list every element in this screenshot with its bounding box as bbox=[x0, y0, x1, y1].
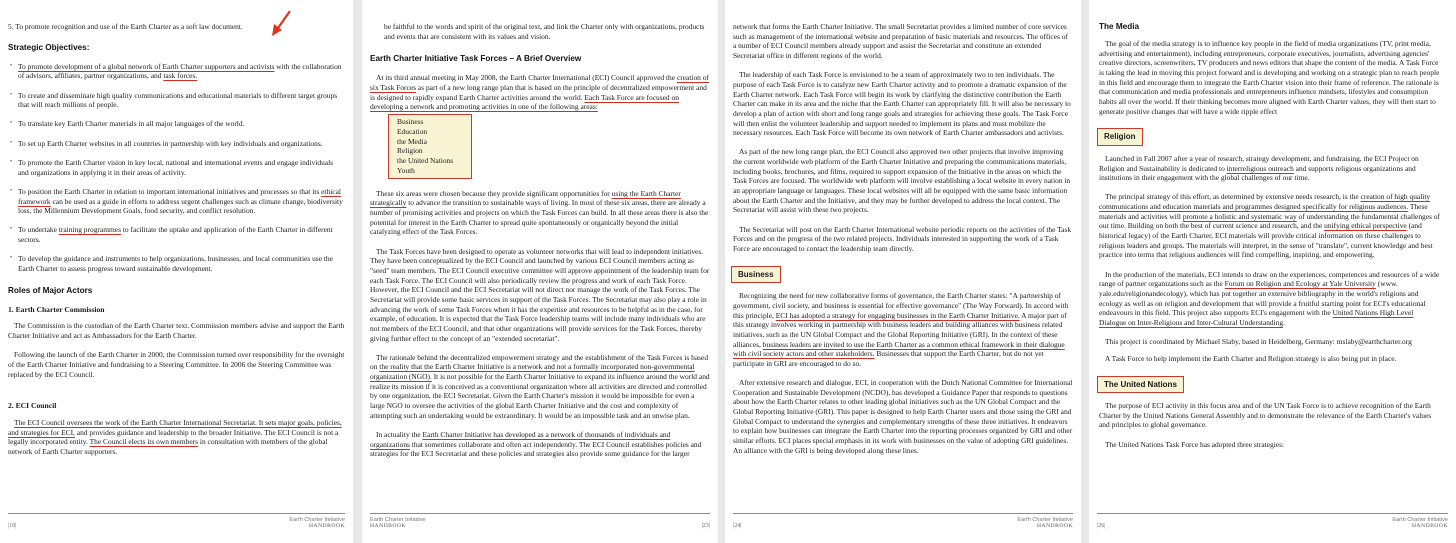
underlined-annotation: promote a holistic and systematic way bbox=[1182, 211, 1297, 221]
underlined-annotation: Earth Charter Initiative has developed as a network of thousands of individuals and organizations bbox=[370, 429, 671, 449]
paragraph bbox=[733, 291, 1073, 368]
text-segment: To create and disseminate high quality communications and educational materials to different target groups that will reach millions of people. bbox=[18, 90, 338, 110]
paragraph bbox=[1099, 401, 1442, 430]
underlined-annotation: The ECI Council oversees the work of the Earth Charter International Secretariat. It sets major goals, policies, and strategies for ECI, bbox=[8, 417, 342, 437]
footer-org: Earth Charter Initiative bbox=[1017, 517, 1073, 523]
page-10 bbox=[0, 0, 353, 543]
footer-book: HANDBOOK bbox=[1036, 523, 1073, 530]
text-segment: At its third annual meeting in May 2008, the Earth Charter International (ECI) Council approved the bbox=[376, 73, 677, 83]
text-segment: To position the Earth Charter in relation to important international initiatives and processes so that its bbox=[18, 186, 322, 196]
text-segment: The Commission is the custodian of the Earth Charter text. Commission members advise and support the Earth Charter Initiative and act as Ambassadors for the Earth Charter. bbox=[8, 321, 345, 340]
footer-brand bbox=[1017, 517, 1073, 530]
objectives-list bbox=[8, 62, 345, 274]
text-segment: To promote the Earth Charter vision in key local, national and international events and engage individuals and organizations in applying it in their areas of activity. bbox=[18, 157, 334, 177]
media-heading: The Media bbox=[1099, 22, 1140, 31]
footer-book: HANDBOOK bbox=[308, 523, 345, 530]
footer-brand bbox=[289, 517, 345, 530]
underlined-annotation: task forces. bbox=[163, 71, 198, 81]
council-heading: 2. ECI Council bbox=[8, 401, 57, 411]
paragraph bbox=[733, 70, 1073, 138]
text-segment: To translate key Earth Charter materials in all major languages of the world. bbox=[18, 119, 245, 129]
text-segment: network that forms the Earth Charter Initiative. The small Secretariat provides a limited number of core services such as management of the international website and preparation of basic materials and resources. The offices of a number of ECI Council members already support and assist the Secretariat and constitute an extended Secretariat office in different regions of the world. bbox=[733, 22, 1068, 60]
text-segment: can be used as a guide in efforts to address urgent challenges such as climate change, biodiversity loss, the Millennium Development Goals, food security, and conflict resolution. bbox=[18, 196, 343, 216]
page-23 bbox=[362, 0, 718, 543]
underlined-annotation: creation of six Task Forces bbox=[370, 73, 709, 92]
underlined-annotation: business leaders are invited to use the Earth Charter as a common ethical framework in their dialogue with civil society actors and other stakeholders. bbox=[733, 339, 1065, 359]
underlined-annotation: training programmes bbox=[58, 225, 121, 235]
text-segment: Following the launch of the Earth Charter in 2000, the Commission turned over responsibility for the oversight of the Earth Charter Initiative and fundraising to a Steering Committee. In 2006 the Steering Committee was replaced by the ECI Council. bbox=[8, 350, 345, 379]
text-segment: To undertake bbox=[18, 225, 59, 235]
text-segment: A Task Force to help implement the Earth Charter and Religion strategy is also being put in place. bbox=[1105, 353, 1397, 363]
list-item bbox=[8, 119, 345, 129]
text-segment: The principal strategy of this effort, as determined by extensive needs research, is the bbox=[1105, 192, 1361, 202]
paragraph bbox=[1099, 337, 1442, 347]
paragraph bbox=[370, 189, 710, 237]
paragraph bbox=[1099, 354, 1442, 364]
footer-book: HANDBOOK bbox=[370, 523, 407, 530]
paragraph bbox=[733, 22, 1073, 61]
paragraph bbox=[370, 73, 710, 112]
text-segment: of understanding the fundamental challenges of our time. Building on both the best of current science and research, and the bbox=[1099, 211, 1441, 231]
text-segment: to facilitate the uptake and application of the Earth Charter in different sectors. bbox=[18, 225, 333, 245]
page-number: |23| bbox=[701, 523, 710, 529]
paragraph bbox=[8, 418, 345, 457]
text-segment: In actuality the bbox=[376, 429, 423, 439]
underlined-annotation: interreligious outreach bbox=[1226, 163, 1294, 173]
page-24 bbox=[725, 0, 1081, 543]
underlined-annotation: unifying ethical perspective bbox=[1324, 221, 1407, 231]
text-segment: Businesses that support the Earth Charter, but do not yet participate in GRI are encouraged to do so. bbox=[733, 349, 1044, 368]
text-segment: It is not possible for the Earth Charter Initiative to expand its influence around the world and realize its mission if it is conceived as a conventional organization where all activities are directed and controlled by one organization, the ECI Secretariat. Given the Earth Charter's mission it would be impossible for even a large NGO to oversee the activities of the global Earth Charter Initiative and the cost and complexity of attempting such an undertaking would be extraordinary. It would be an impossible task and an unwise plan. bbox=[370, 372, 710, 420]
text-segment: As part of the new long range plan, the ECI Council also approved two other projects that involve improving the current worldwide web platform of the Earth Charter Initiative and preparing the communications materials, including books, brochures, and films, required to support expansion of the Initiative in the areas on which the Task Forces are focused. The worldwide web platform will involve establishing a local website in every nation in an appropriate language or languages. These local websites will all be equipped with the same basic information about the Earth Charter and the Initiative, and they may be further developed to address the local context. The Secretariat will assist with these two projects. bbox=[733, 147, 1071, 215]
underlined-annotation: To promote development of a global network of Earth Charter supporters bbox=[18, 61, 236, 71]
text-segment: Launched in Fall 2007 after a year of research, strategy development, and fundraising, the ECI Project on Religion and Sustainability is dedicated to bbox=[1099, 153, 1419, 173]
text-segment: with the collaboration of advisors, affiliates, partner organizations, and bbox=[18, 61, 342, 81]
text-segment: Recognizing the need for new collaborative forms of governance, the Earth Charter states: "A partnership of government, civil society, and business is essential for effective governance" (The Way Forward). In accord with this principle, bbox=[733, 291, 1069, 320]
text-segment: The rationale behind the decentralized empowerment strategy and the establishment of the Task Forces is based on bbox=[370, 352, 709, 372]
list-item bbox=[8, 225, 345, 244]
paragraph bbox=[370, 430, 710, 459]
list-item bbox=[8, 62, 345, 81]
text-segment: The leadership of each Task Force is envisioned to be a team of approximately two to ten individuals. The purpose of each Task Force is to catalyze new Earth Charter activity and to promote a dramatic expansion of the Earth Charter network. Each Task Force will begin its work by clarifying the distinctive contribution the Earth Charter can make in its area and the niche that the Earth Charter can appropriately fill. It will also be necessary to develop a plan of action with short and long range goals and strategies for achieving these goals. The Task Force will then enlist the volunteer leadership and support needed to implement its plans and must mobilize the necessary resources. Each Task Force will become its own network of Earth Charter ambassadors and activists. bbox=[733, 70, 1071, 138]
page-footer bbox=[8, 513, 345, 533]
list-item bbox=[8, 187, 345, 216]
underlined-annotation: creation of high quality communications and education materials and programmes designed specifically for religious audiences. bbox=[1099, 192, 1431, 212]
text-segment: (and historical legacy) of the Earth Charter, ECI materials will provide critical information on these challenges to religious leaders and groups. The materials will interpret, in the sense of "translate", current knowledge and best practice into terms that religious audiences will find compelling, inspiring, and empowering. bbox=[1099, 221, 1433, 260]
text-segment: These materials and activities will bbox=[1099, 202, 1428, 221]
paragraph bbox=[1099, 192, 1442, 260]
area-item: Business bbox=[397, 116, 424, 126]
area-item: Education bbox=[397, 126, 428, 136]
footer-brand bbox=[370, 517, 426, 530]
page-number: |10| bbox=[8, 523, 17, 529]
underlined-annotation: United Nations High Level Dialogue on Inter-Religious and Inter-Cultural Understanding bbox=[1099, 308, 1414, 327]
underlined-annotation: and activists bbox=[235, 61, 275, 71]
text-segment: in consultation with members of the global network of Earth Charter supporters. bbox=[8, 437, 328, 456]
area-item: the United Nations bbox=[397, 156, 454, 166]
text-segment: The purpose of ECI activity in this focus area and of the UN Task Force is to achieve recognition of the Earth Charter by the United Nations General Assembly and to demonstrate the relevance of the Earth Charter's values and principles to global governance. bbox=[1099, 401, 1432, 430]
text-segment: These six areas were chosen because they provide significant opportunities for bbox=[376, 188, 612, 198]
list-item bbox=[8, 254, 345, 273]
page-number: |24| bbox=[733, 523, 742, 529]
page-footer bbox=[733, 513, 1073, 533]
paragraph bbox=[733, 378, 1073, 455]
text-segment: The Secretariat will post on the Earth Charter International website periodic reports on the activities of the Task Forces and on the progress of the two related projects. Individuals interested in supporting the work of a Task Force are encouraged to contact the leadership team directly. bbox=[733, 224, 1072, 253]
list-item bbox=[8, 91, 345, 110]
religion-heading: Religion bbox=[1097, 128, 1143, 146]
text-segment: The United Nations Task Force has adopted three strategies: bbox=[1105, 439, 1285, 449]
area-item: Youth bbox=[397, 165, 415, 175]
paragraph bbox=[1099, 154, 1442, 183]
page-footer bbox=[1097, 513, 1448, 533]
text-segment: In the production of the materials, ECI intends to draw on the experiences, competences and resources of a wide range of partner organizations such as the bbox=[1099, 269, 1440, 289]
text-segment: To develop the guidance and instruments to help organizations, businesses, and local communities use the Earth Charter to assess progress toward sustainable development. bbox=[18, 254, 333, 273]
page-26 bbox=[1089, 0, 1456, 543]
underlined-annotation: Forum on Religion and Ecology at Yale University bbox=[1224, 279, 1376, 289]
roles-heading: Roles of Major Actors bbox=[8, 285, 93, 295]
underlined-annotation: The Council elects its own members bbox=[89, 437, 199, 447]
page-footer bbox=[370, 513, 710, 533]
strategic-objectives-heading: Strategic Objectives: bbox=[8, 42, 90, 52]
footer-brand bbox=[1392, 517, 1448, 530]
list-item bbox=[8, 158, 345, 177]
text-segment: The goal of the media strategy is to influence key people in the field of media organizations (TV, print media, advertising and entertainment), including entrepreneurs, corporate executives, journalists, advertising agencies' creative directors, screenwriters, TV producers and news editors that shape the content of the media. A Task Force is taking the lead in moving this project forward and is developing and working on a strategic plan to reach people in this field and encourage them to integrate the Earth Charter vision into their frame of reference. The rationale is that communication and media professionals and entrepreneurs influence mindsets, lifestyles and consumption habits all over the world. If their thinking becomes more aligned with Earth Charter values, they will then start to generate positive changes that will have a wide ripple effect bbox=[1099, 39, 1440, 116]
united-nations-heading: The United Nations bbox=[1097, 376, 1184, 394]
underlined-annotation: Each Task Force are focused on developing a network and promoting activities in one of the following areas: bbox=[370, 92, 679, 112]
footer-org: Earth Charter Initiative bbox=[1392, 517, 1448, 523]
text-segment: After extensive research and dialogue, ECI, in cooperation with the Dutch National Committee for International Cooperation and Sustainable Development (NCDO), has developed a Guidance Paper that responds to questions about how the Earth Charter relates to other leading global initiatives such as the UN Global Compact and the Global Reporting Initiative (GRI). This paper is designed to help Earth Charter users and those using the GRI and Global Compact to understand the synergies and complementary strengths of these three initiatives. It endeavors to explain how businesses can integrate the Earth Charter into the reporting processes organized by GRI and other similar efforts. ECI places special emphasis in its work with businesses on the value of adopting GRI guidelines. An alliance with the GRI is being developed along these lines. bbox=[733, 378, 1073, 455]
underlined-annotation: ethical framework bbox=[18, 186, 341, 206]
paragraph bbox=[733, 225, 1073, 254]
task-force-areas-box bbox=[388, 114, 472, 179]
task-forces-heading: Earth Charter Initiative Task Forces – A Brief Overview bbox=[370, 54, 582, 64]
text-segment: and provides guidance and leadership to the broader Initiative. The ECI Council is not a legally incorporated entity. bbox=[8, 427, 339, 447]
footer-book: HANDBOOK bbox=[1411, 523, 1448, 530]
footer-org: Earth Charter Initiative bbox=[370, 517, 426, 523]
paragraph bbox=[370, 353, 710, 421]
text-segment: A major part of this strategy involves working in partnership with business leaders and building alliances with business related initiatives, such as the UN Global Compact and the Global Reporting Initiative (GRI). In the context of these alliances, bbox=[733, 310, 1067, 349]
commission-heading: 1. Earth Charter Commission bbox=[8, 304, 105, 314]
text-segment: To set up Earth Charter websites in all countries in partnership with key individuals and organizations. bbox=[18, 138, 323, 148]
underlined-annotation: ECI has adopted a strategy for engaging businesses in the Earth Charter Initiative. bbox=[775, 310, 1020, 320]
text-segment: This project is coordinated by Michael Slaby, based in Heidelberg, Germany: mslaby@earthcharter.org bbox=[1105, 337, 1412, 347]
footer-org: Earth Charter Initiative bbox=[289, 517, 345, 523]
underlined-annotation: the reality that the Earth Charter Initiative is a network and not a formally incorporated non-governmental organization (NGO). bbox=[370, 362, 695, 382]
text-segment: . bbox=[1283, 317, 1286, 327]
area-item: the Media bbox=[397, 136, 427, 146]
paragraph bbox=[8, 350, 345, 379]
intro-text: 5. To promote recognition and use of the Earth Charter as a soft law document. bbox=[8, 22, 243, 31]
intro-text: be faithful to the words and spirit of the original text, and link the Charter only with organizations, products and events that are consistent with its values and vision. bbox=[384, 22, 705, 41]
paragraph bbox=[1099, 440, 1442, 450]
underlined-annotation: using the Earth Charter strategically bbox=[370, 188, 681, 208]
text-segment: to advance the transition to sustainable ways of living. In most of these six areas, there are already a number of promising activities and projects on which the Task Forces can build. In all these areas there is also the potential for interest in the Earth Charter to spread quite spontaneously or organically beyond the initial catalyzing effect of the Task Forces. bbox=[370, 198, 709, 237]
text-segment: as part of a new long range plan that is based on the principle of decentralized empowerment and is designed to rapidly expand Earth Charter activities around the world. bbox=[370, 82, 707, 102]
business-heading: Business bbox=[731, 266, 781, 284]
page-number: |26| bbox=[1097, 523, 1106, 529]
red-arrow-annotation-icon bbox=[268, 8, 298, 38]
list-item bbox=[8, 139, 345, 149]
paragraph bbox=[733, 147, 1073, 215]
paragraph bbox=[8, 321, 345, 340]
paragraph bbox=[370, 247, 710, 344]
paragraph bbox=[1099, 270, 1442, 328]
paragraph bbox=[1099, 39, 1442, 116]
area-item: Religion bbox=[397, 146, 423, 156]
text-segment: The Task Forces have been designed to operate as volunteer networks that will lead to independent initiatives. They have been conceptualized by the ECI Council and launched by various ECI Council members acting as "seed" team members. The ECI Council executive committee will approve appointment of the leadership team for each Task Force. The ECI Council will also periodically review the progress and work of each Task Force. However, the ECI Council and the ECI Secretariat will not direct nor manage the work of the Task Forces. The Secretariat will provide some basic services in support of the Task Forces. The Secretariat may also play a role in advancing the work of some Task Forces when it has the expertise and resources to be helpful as in the case, for example, of education. It is expected that the Task Force leadership teams will include many individuals who are not members of the ECI Council, and that other organizations will provide services for the Task Forces, thereby giving further effect to the concept of an "extended secretariat". bbox=[370, 246, 710, 343]
text-segment: (www. yale.edu/religionandecology), which has put together an extensive bibliography in the world's religions and ecology as well as on religion and development that will provide a fruitful starting point for ECI's educational endeavours in this field. This project also supports ECI's engagement with the bbox=[1099, 279, 1426, 318]
text-segment: that sometimes collaborate and often act independently. The ECI Council establishes policies and strategies for the ECI Secretariat and these policies and strategies also provide some guidance for the larger bbox=[370, 439, 702, 459]
text-segment: and supports religious organizations and institutions in their engagement with the global challenges of our time. bbox=[1099, 163, 1416, 183]
